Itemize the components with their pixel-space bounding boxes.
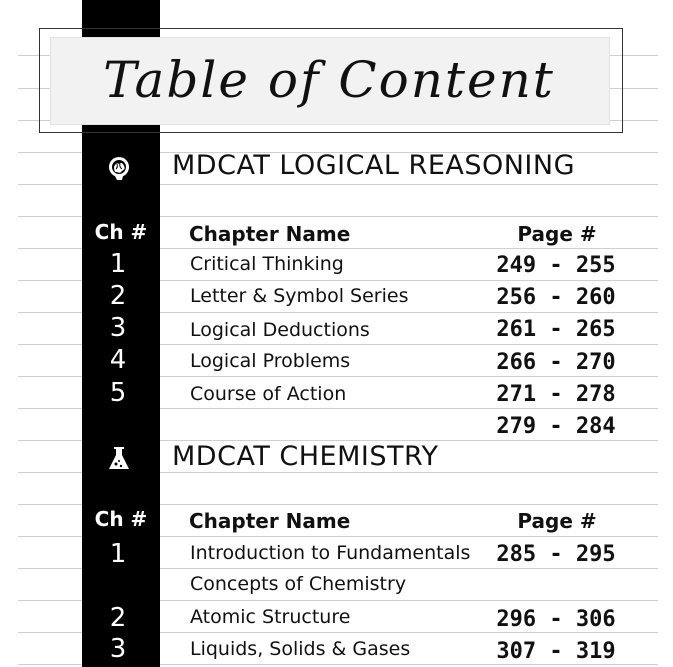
section-title: MDCAT LOGICAL REASONING — [172, 150, 576, 181]
chapter-pages: 307 - 319 — [496, 639, 616, 664]
chapter-name: Introduction to Fundamentals — [190, 542, 471, 564]
chapter-name: Letter & Symbol Series — [190, 285, 409, 307]
chapter-name: Critical Thinking — [190, 253, 344, 275]
chapter-name: Logical Deductions — [190, 319, 370, 341]
chapter-name: Course of Action — [190, 383, 347, 405]
chapter-pages: 285 - 295 — [496, 542, 616, 567]
brain-head-icon — [103, 152, 135, 184]
page-title: Table of Content — [103, 51, 555, 109]
flask-icon — [103, 443, 135, 475]
chapter-pages: 296 - 306 — [496, 607, 616, 632]
chapter-number-header: Ch # — [94, 507, 148, 531]
chapter-name-header: Chapter Name — [189, 509, 351, 533]
page-number-header: Page # — [517, 509, 597, 533]
chapter-name: Atomic Structure — [190, 606, 351, 628]
extra-pages: 279 - 284 — [496, 414, 616, 439]
chapter-number: 4 — [109, 345, 127, 375]
chapter-pages: 271 - 278 — [496, 382, 616, 407]
page-number-header: Page # — [517, 222, 597, 246]
chapter-pages: 249 - 255 — [496, 253, 616, 278]
section-title: MDCAT CHEMISTRY — [172, 441, 439, 472]
chapter-name-continued: Concepts of Chemistry — [190, 573, 407, 595]
chapter-pages: 261 - 265 — [496, 317, 616, 342]
chapter-number-header: Ch # — [94, 220, 148, 244]
chapter-number: 2 — [109, 281, 127, 311]
chapter-name-header: Chapter Name — [189, 222, 351, 246]
chapter-number: 5 — [109, 378, 127, 408]
chapter-pages: 256 - 260 — [496, 285, 616, 310]
chapter-number: 3 — [109, 634, 127, 664]
chapter-number: 1 — [109, 249, 127, 279]
chapter-pages: 266 - 270 — [496, 350, 616, 375]
chapter-number: 2 — [109, 603, 127, 633]
chapter-number: 1 — [109, 539, 127, 569]
chapter-number: 3 — [109, 313, 127, 343]
chapter-name: Logical Problems — [190, 350, 351, 372]
chapter-name: Liquids, Solids & Gases — [190, 638, 411, 660]
